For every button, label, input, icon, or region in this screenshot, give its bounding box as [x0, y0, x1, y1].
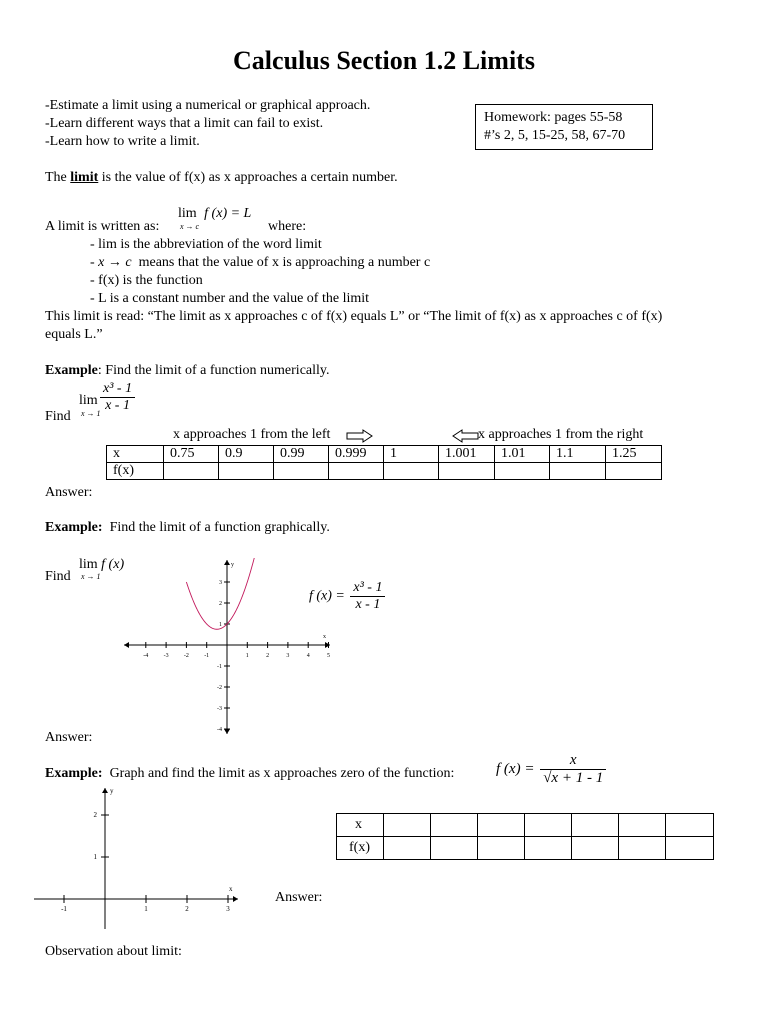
table-cell[interactable] — [274, 463, 329, 480]
table-cell[interactable] — [525, 814, 572, 837]
homework-problems: #’s 2, 5, 15-25, 58, 67-70 — [484, 128, 626, 143]
table-cell[interactable] — [550, 463, 606, 480]
y-tick-label: 3 — [219, 580, 222, 586]
y-axis-label: y — [231, 562, 234, 568]
table-cell[interactable] — [666, 837, 714, 860]
table-cell[interactable] — [329, 463, 384, 480]
table-cell: 0.99 — [274, 446, 329, 463]
right-caption: x approaches 1 from the right — [478, 427, 644, 442]
x-tick-label: -1 — [204, 653, 210, 659]
table-cell: 0.999 — [329, 446, 384, 463]
table-row — [337, 814, 714, 837]
example1-heading — [45, 362, 330, 380]
example2-graph — [120, 558, 335, 736]
find-label: Find — [45, 409, 71, 424]
fraction-numerator: x³ - 1 — [350, 580, 385, 597]
bullet-dash: - — [90, 255, 95, 270]
bullet-item: - f(x) is the function — [90, 273, 203, 288]
x-tick-label: -1 — [61, 905, 67, 913]
fraction-denominator: x - 1 — [355, 597, 381, 612]
table-cell: 1.25 — [606, 446, 662, 463]
row-label: f(x) — [107, 463, 164, 480]
x-tick-label: -4 — [143, 653, 149, 659]
limit-subscript: x → 1 — [81, 409, 101, 418]
x-tick-label: 4 — [306, 653, 310, 659]
table-cell[interactable] — [495, 463, 550, 480]
arrow-expression: x → c — [98, 255, 132, 270]
fraction-numerator: x — [540, 752, 606, 770]
table-cell[interactable] — [619, 837, 666, 860]
bullet-text: means that the value of x is approaching a number c — [138, 255, 431, 270]
example2-answer: Answer: — [45, 730, 93, 745]
limit-reading — [45, 308, 725, 344]
function-name: f (x) = — [309, 588, 345, 604]
table-cell: 1.001 — [439, 446, 495, 463]
table-cell[interactable] — [478, 814, 525, 837]
table-row — [107, 463, 662, 480]
y-tick-label: -4 — [217, 727, 222, 733]
table-cell[interactable] — [525, 837, 572, 860]
bullet-list — [90, 236, 430, 308]
limit-definition — [45, 169, 398, 187]
reading-line: This limit is read: “The limit as x approaches c of f(x) equals L” or “The limit of f(x) as x approaches c of f(x) — [45, 309, 663, 324]
table-row — [107, 446, 662, 463]
bullet-item: - L is a constant number and the value of the limit — [90, 291, 370, 306]
function-curve — [186, 558, 259, 629]
example1-table — [106, 445, 662, 480]
example3-heading — [45, 765, 454, 783]
written-intro: A limit is written as: — [45, 219, 160, 234]
example-text: Find the limit of a function graphically. — [102, 520, 330, 535]
example1-answer: Answer: — [45, 485, 93, 500]
homework-box — [475, 104, 653, 150]
example-text: Graph and find the limit as x approaches zero of the function: — [102, 766, 455, 781]
objective-item: -Learn different ways that a limit can fail to exist. — [45, 116, 324, 131]
x-tick-label: 2 — [266, 653, 270, 659]
table-cell[interactable] — [384, 463, 439, 480]
reading-line: equals L.” — [45, 327, 103, 342]
y-tick-label: -3 — [217, 706, 222, 712]
table-cell[interactable] — [164, 463, 219, 480]
table-cell[interactable] — [431, 814, 478, 837]
fraction-denominator: √x + 1 - 1 — [543, 770, 604, 786]
example1-fraction — [100, 381, 135, 414]
example2-heading — [45, 519, 330, 537]
y-tick-label: -2 — [217, 685, 222, 691]
limit-notation — [178, 206, 251, 222]
y-tick-label: 1 — [219, 622, 222, 628]
x-tick-label: -3 — [163, 653, 169, 659]
lim-word: lim — [79, 393, 98, 408]
y-tick-label: 2 — [93, 811, 97, 819]
lim-word: lim — [79, 557, 98, 572]
fraction-denominator: x - 1 — [105, 398, 130, 413]
left-caption: x approaches 1 from the left — [173, 427, 331, 442]
limit-term: limit — [70, 170, 99, 185]
bullet-item: - lim is the abbreviation of the word limit — [90, 237, 322, 252]
row-label: x — [337, 814, 384, 837]
limit-subscript: x → 1 — [81, 572, 101, 581]
limit-expression: f (x) = L — [204, 206, 252, 221]
left-arrow-icon — [451, 429, 479, 443]
lim-word: lim — [178, 206, 197, 221]
example3-graph — [30, 784, 245, 934]
x-tick-label: 5 — [327, 653, 330, 659]
table-cell: 0.75 — [164, 446, 219, 463]
table-row — [337, 837, 714, 860]
objective-item: -Learn how to write a limit. — [45, 134, 200, 149]
table-cell: 0.9 — [219, 446, 274, 463]
fraction-numerator: x³ - 1 — [100, 381, 135, 398]
x-axis-label: x — [323, 634, 326, 640]
example2-function — [309, 580, 385, 613]
definition-pre: The — [45, 170, 71, 185]
right-arrow-icon — [346, 429, 374, 443]
observation-label: Observation about limit: — [45, 944, 182, 959]
table-cell[interactable] — [606, 463, 662, 480]
x-tick-label: 1 — [245, 653, 249, 659]
homework-pages: Homework: pages 55-58 — [484, 110, 623, 125]
page-title: Calculus Section 1.2 Limits — [233, 46, 535, 75]
table-cell[interactable] — [572, 814, 619, 837]
y-tick-label: -1 — [217, 664, 222, 670]
written-where: where: — [268, 219, 307, 234]
objective-item: -Estimate a limit using a numerical or graphical approach. — [45, 98, 371, 113]
table-cell[interactable] — [384, 837, 431, 860]
table-cell[interactable] — [666, 814, 714, 837]
x-axis-label: x — [229, 885, 233, 893]
bullet-item — [90, 254, 430, 272]
x-tick-label: 3 — [286, 653, 290, 659]
table-cell[interactable] — [219, 463, 274, 480]
limit-notation — [79, 557, 124, 573]
find-label: Find — [45, 569, 71, 584]
y-tick-label: 1 — [93, 853, 97, 861]
row-label: x — [107, 446, 164, 463]
example-label: Example: — [45, 766, 103, 781]
limit-subscript: x → c — [180, 222, 200, 231]
table-cell: 1.01 — [495, 446, 550, 463]
table-cell: 1 — [384, 446, 439, 463]
example-text: : Find the limit of a function numerically. — [97, 363, 330, 378]
y-axis-label: y — [110, 787, 114, 795]
y-tick-label: 2 — [219, 601, 222, 607]
example-label: Example: — [45, 520, 103, 535]
example3-answer: Answer: — [275, 890, 323, 905]
table-cell[interactable] — [431, 837, 478, 860]
definition-post: is the value of f(x) as x approaches a certain number. — [98, 170, 398, 185]
x-tick-label: 1 — [144, 905, 148, 913]
table-cell[interactable] — [439, 463, 495, 480]
objectives-list — [45, 97, 370, 151]
example3-table — [336, 813, 714, 860]
table-cell[interactable] — [384, 814, 431, 837]
example-label: Example — [45, 363, 98, 378]
axis-arrowheads — [102, 788, 238, 902]
table-cell[interactable] — [619, 814, 666, 837]
example3-function — [496, 752, 606, 787]
table-cell[interactable] — [478, 837, 525, 860]
function-name: f (x) = — [496, 760, 535, 777]
x-tick-label: -2 — [183, 653, 189, 659]
table-cell: 1.1 — [550, 446, 606, 463]
limit-expression: f (x) — [101, 557, 125, 572]
row-label: f(x) — [337, 837, 384, 860]
x-tick-label: 2 — [185, 905, 189, 913]
x-tick-label: 3 — [226, 905, 230, 913]
table-cell[interactable] — [572, 837, 619, 860]
